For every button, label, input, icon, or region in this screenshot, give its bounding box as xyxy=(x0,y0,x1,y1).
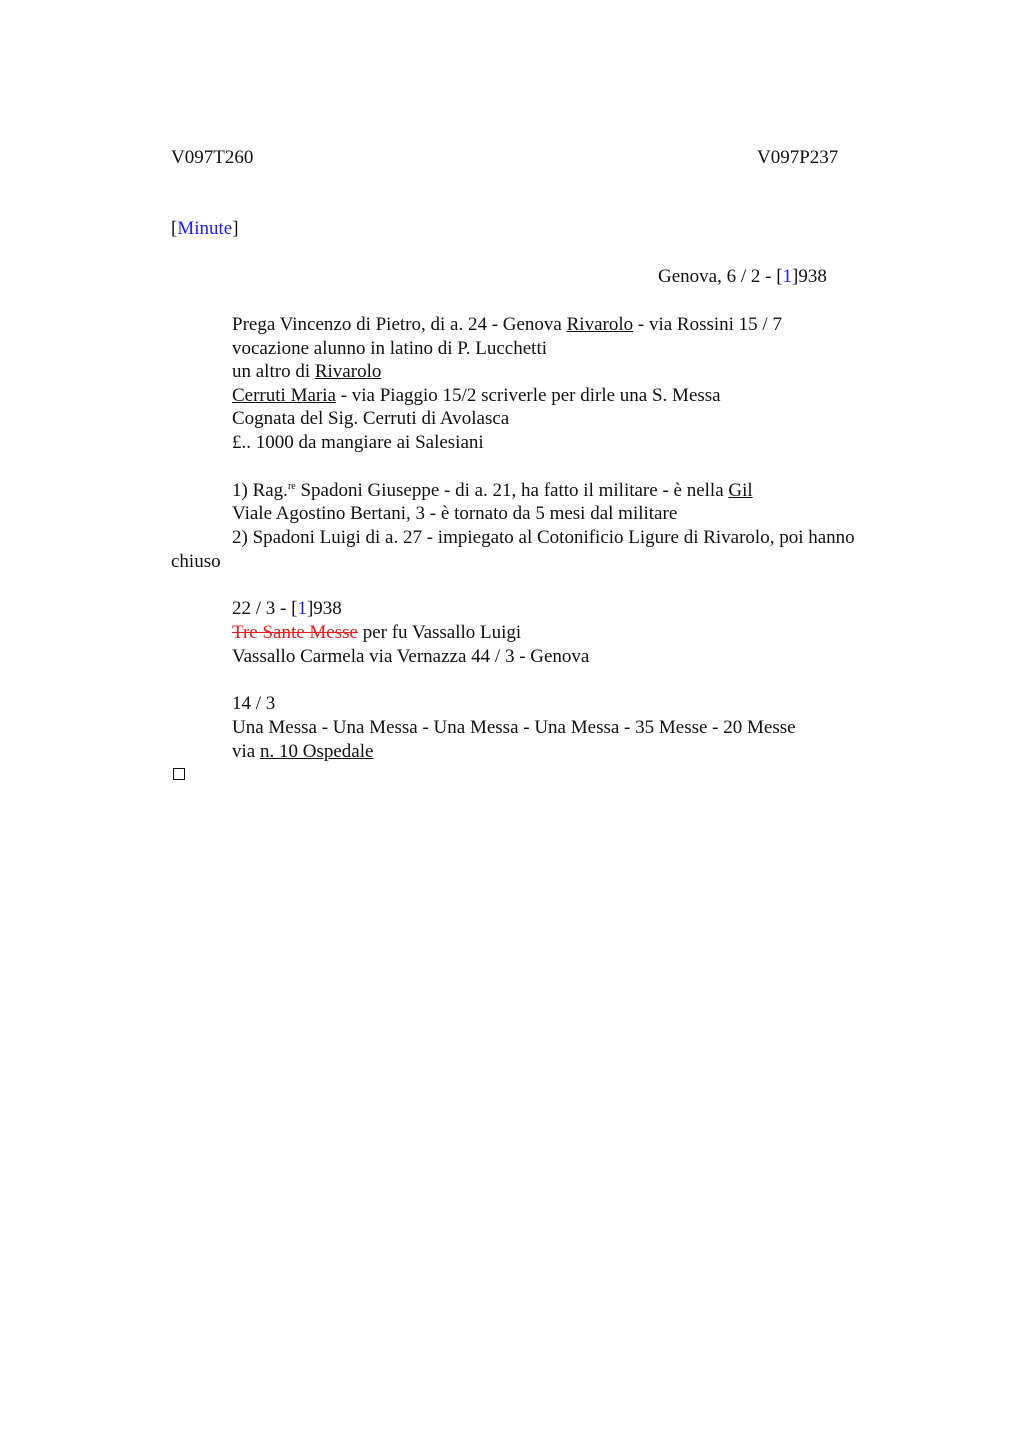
entry-line: Cerruti Maria - via Piaggio 15/2 scriverle per dirle una S. Messa xyxy=(232,385,721,406)
entry-line: Vassallo Carmela via Vernazza 44 / 3 - Genova xyxy=(232,646,590,667)
superscript: re xyxy=(287,481,296,492)
editorial-digit: 1 xyxy=(297,598,307,619)
entry-line: Cognata del Sig. Cerruti di Avolasca xyxy=(232,408,510,429)
entry-line: £.. 1000 da mangiare ai Salesiani xyxy=(232,432,484,453)
bracket-open: [ xyxy=(171,218,178,239)
document-code-left: V097T260 xyxy=(171,147,254,168)
underlined-address: n. 10 Ospedale xyxy=(259,741,374,762)
entry-line: Viale Agostino Bertani, 3 - è tornato da 5 mesi dal militare xyxy=(232,503,678,524)
entry-line: 2) Spadoni Luigi di a. 27 - impiegato al Cotonificio Ligure di Rivarolo, poi hanno xyxy=(232,527,855,548)
entry-line: vocazione alunno in latino di P. Lucchetti xyxy=(232,338,548,359)
underlined-name: Cerruti Maria xyxy=(232,385,336,406)
entry-line-wrap: chiuso xyxy=(171,551,221,572)
underlined-org: Gil xyxy=(728,480,753,501)
underlined-place: Rivarolo xyxy=(314,361,382,382)
section-label-text: Minute xyxy=(177,218,233,239)
entry-date: 22 / 3 - [1]938 xyxy=(232,598,342,619)
end-marker-icon xyxy=(173,768,185,780)
document-code-right: V097P237 xyxy=(757,147,839,168)
dateline: Genova, 6 / 2 - [1]938 xyxy=(658,266,827,287)
entry-line: Una Messa - Una Messa - Una Messa - Una Messa - 35 Messe - 20 Messe xyxy=(232,717,796,738)
entry-line: via n. 10 Ospedale xyxy=(232,741,374,762)
section-label xyxy=(171,217,239,241)
entry-line: 1) Rag.$^{re}$ Spadoni Giuseppe - di a. 21, ha fatto il militare - è nella Gil xyxy=(232,480,753,501)
struck-text: Tre Sante Messe xyxy=(232,622,358,643)
entry-date: 14 / 3 xyxy=(232,693,276,714)
editorial-digit: 1 xyxy=(782,266,793,287)
underlined-place: Rivarolo xyxy=(566,314,634,335)
entry-line: un altro di Rivarolo xyxy=(232,361,382,382)
entry-line: Tre Sante Messe per fu Vassallo Luigi xyxy=(232,622,522,643)
bracket-close: ] xyxy=(232,218,239,239)
entry-line: Prega Vincenzo di Pietro, di a. 24 - Genova Rivarolo - via Rossini 15 / 7 xyxy=(232,314,782,335)
